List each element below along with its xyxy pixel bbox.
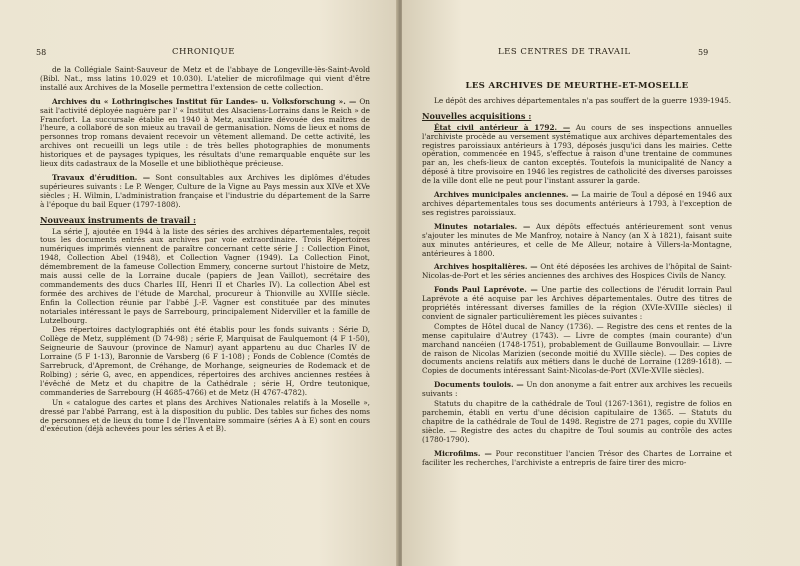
toulois-lead: Documents toulois. — <box>434 380 524 390</box>
toulois-list: Statuts du chapitre de la cathédrale de Toul (1267-1361), registre de folios en parchemin, établi en vertu d'une décision capitulaire de 1365. — Statuts du chapitre de la cathédrale de Toul de 1498. Registre de 271 pages, copie du XVIIIe siècle. — Registre des actes du chapitre de Toul soumis au contrôle des actes (1780-1790). <box>422 399 732 444</box>
travaux-paragraph <box>40 174 370 210</box>
right-intro: Le dépôt des archives départementales n'a pas souffert de la guerre 1939-1945. <box>434 95 732 105</box>
municipales-text: La mairie de Toul a déposé en 1946 aux archives départementales tous ses documents antérieurs à 1793, à l'exception de ses registres paroissiaux. <box>422 190 732 217</box>
etat-civil-paragraph <box>422 124 732 186</box>
left-page <box>0 0 398 566</box>
right-page-body <box>422 82 732 467</box>
hospitalieres-paragraph <box>422 263 732 281</box>
travaux-text: Sont consultables aux Archives les diplômes d'études supérieures suivants : Le P. Wenger, Culture de la Vigne au Pays messin aux XIVe et XVe siècles ; H. Wilmin, L'administration française et l'industrie du département de la Sarre à l'époque du bail Equer (1797-1808). <box>40 172 370 209</box>
municipales-paragraph <box>422 191 732 218</box>
left-page-body <box>40 66 370 434</box>
laprevote-paragraph <box>422 286 732 322</box>
municipales-lead: Archives municipales anciennes. — <box>434 190 579 200</box>
microfilms-text: Pour reconstituer l'ancien Trésor des Chartes de Lorraine et faciliter les recherches, l'archiviste a entrepris de faire tirer des micro- <box>422 448 732 467</box>
microfilms-paragraph <box>422 450 732 468</box>
laprevote-list: Comptes de Hôtel ducal de Nancy (1736). — Registre des cens et rentes de la mense capitulaire d'Autrey (1743). — Livre de comptes (main courante) d'un marchand nancéien (1748-1751), probablement de Guillaume Bonvoullair. — Livre de raison de Nicolas Marizien (seconde moitié du XVIIIe siècle). — Des copies de documents anciens relatifs aux métiers dans le duché de Lorraine (1289-1618). — Copies de documents intéressant Saint-Nicolas-de-Port (XVIe-XVIIe siècles). <box>422 321 732 376</box>
notariales-text: Aux dépôts effectués antérieurement sont venus s'ajouter les minutes de Me Manfroy, notaire à Nancy (an X à 1821), faisant suite aux minutes antérieures, et celle de Me Alleur, notaire à Villers-la-Montagne, antérieures à 1800. <box>422 221 733 258</box>
hospitalieres-text: Ont été déposées les archives de l'hôpital de Saint-Nicolas-de-Port et les séries anciennes des archives des Hospices Civils de Nancy. <box>422 262 732 281</box>
left-section-heading: Nouveaux instruments de travail : <box>40 214 196 225</box>
travaux-lead: Travaux d'érudition. — <box>52 172 151 182</box>
archives-institut-lead: Archives du « Lothringisches Institut für Landes- u. Volksforschung ». — <box>52 96 357 106</box>
right-page-number: 59 <box>698 48 709 57</box>
right-main-heading: LES ARCHIVES DE MEURTHE-ET-MOSELLE <box>465 81 689 91</box>
archives-institut-text: On sait l'activité déployée naguère par l' « Institut des Alsaciens-Lorrains dans le Reich » de Francfort. La succursale établie en 1940 à Metz, auxiliaire dévouée des maîtres de l'heure, a collaboré de son mieux au travail de germanisation. Noms de lieux et noms de personnes trop romans devaient recevoir un vêtement allemand. De cette activité, les archives ont recueilli un legs utile : de très belles photographies de monuments historiques et de paysages typiques, les résultats d'une remarquable enquête sur les lieux dits cadastraux de la Moselle et une bibliothèque précieuse. <box>40 96 370 169</box>
left-running-head: CHRONIQUE <box>172 47 235 57</box>
right-section-heading: Nouvelles acquisitions : <box>422 110 532 121</box>
repertoires-paragraph: Des répertoires dactylographiés ont été établis pour les fonds suivants : Série D, Collège de Metz, supplément (D 74-98) ; série F, Marquisat de Faulquemont (4 F 1-50), Seigneurie de Sauvour (province de Namur) ayant appartenu au duc Charles IV de Lorraine (5 F 1-13), Baronnie de Varsberg (6 F 1-108) ; Fonds de Coblence (Comtés de Sarrebruck, d'Apremont, de Créhange, de Morhange, seigneuries de Rodemack et de Rolbing) ; série G, avec, en appendices, répertoires des archives anciennes restées à l'évêché de Metz et du chapitre de la Cathédrale ; série H, Ordre teutonique, commanderies de Sarrebourg (H 4685-4766) et de Metz (H 4767-4782). <box>40 325 370 397</box>
etat-civil-text: Au cours de ses inspections annuelles l'archiviste procède au versement systématique aux archives départementales des registres paroissiaux antérieurs à 1793, déposés jusqu'ici dans les mairies. Cette opération, commencée en 1945, s'effectue à raison d'une trentaine de communes par an, les chefs-lieux de canton exceptés. Toutefois la municipalité de Nancy a déposé à titre provisoire en 1946 les registres de catholicité des diverses paroisses de la ville dont elle ne peut pour l'instant assurer la garde. <box>422 122 732 186</box>
laprevote-lead: Fonds Paul Laprévote. — <box>434 285 538 295</box>
etat-civil-lead: État civil antérieur à 1792. — <box>434 122 571 132</box>
catalogue-paragraph: Un « catalogue des cartes et plans des Archives Nationales relatifs à la Moselle », dressé par l'abbé Parrang, est à la disposition du public. Des tables sur fiches des noms de personnes et de lieux du tome I de l'Inventaire sommaire (séries A à E) sont en cours d'exécution (déjà achevées pour les séries A et B). <box>40 397 370 434</box>
notariales-lead: Minutes notariales. — <box>434 221 531 231</box>
right-running-head: LES CENTRES DE TRAVAIL <box>498 47 631 57</box>
toulois-text: Un don anonyme a fait entrer aux archives les recueils suivants : <box>422 380 732 399</box>
intro-paragraph: de la Collégiale Saint-Sauveur de Metz et de l'abbaye de Longeville-lès-Saint-Avold (Bibl. Nat., mss latins 10.029 et 10.030). L'atelier de microfilmage qui vient d'être installé aux Archives de la Moselle permettra l'extension de cette collection. <box>40 65 370 92</box>
serie-j-paragraph: La série J, ajoutée en 1944 à la liste des séries des archives départementales, reçoit tous les documents entrés aux archives par voie extraordinaire. Trois Répertoires numériques imprimés viennent de paraître concernant cette série J : Collection Finot, 1948, Collection Abel (1948), et Collection Vagner (1949). La Collection Finot, démembrement de la fameuse Collection Emmery, concerne surtout l'histoire de Metz, mais aussi celle de la Lorraine ducale (papiers de Jean Vaillot), secrétaire des commandements des ducs Charles III, Henri II et Charles IV). La collection Abel est formée des archives de l'étude de Marchal, procureur à Thionville au XVIIIe siècle. Enfin la Collection réunie par l'abbé J.-F. Vagner est constituée par des minutes notariales intéressant le pays de Sarrebourg, principalement Niderviller et la famille de Lutzelbourg. <box>40 226 370 325</box>
right-page <box>402 0 800 566</box>
toulois-paragraph <box>422 381 732 399</box>
left-page-number: 58 <box>36 48 47 57</box>
laprevote-text: Une partie des collections de l'érudit lorrain Paul Laprévote a été acquise par les Archives départementales. Outre des titres de propriétés intéressant diverses familles de la région (XVIe-XVIIIe siècles) il convient de signaler particulièrement les pièces suivantes : <box>422 285 732 321</box>
notariales-paragraph <box>422 223 732 259</box>
hospitalieres-lead: Archives hospitalières. — <box>434 262 538 272</box>
microfilms-lead: Microfilms. — <box>434 448 492 458</box>
archives-institut-paragraph <box>40 98 370 169</box>
